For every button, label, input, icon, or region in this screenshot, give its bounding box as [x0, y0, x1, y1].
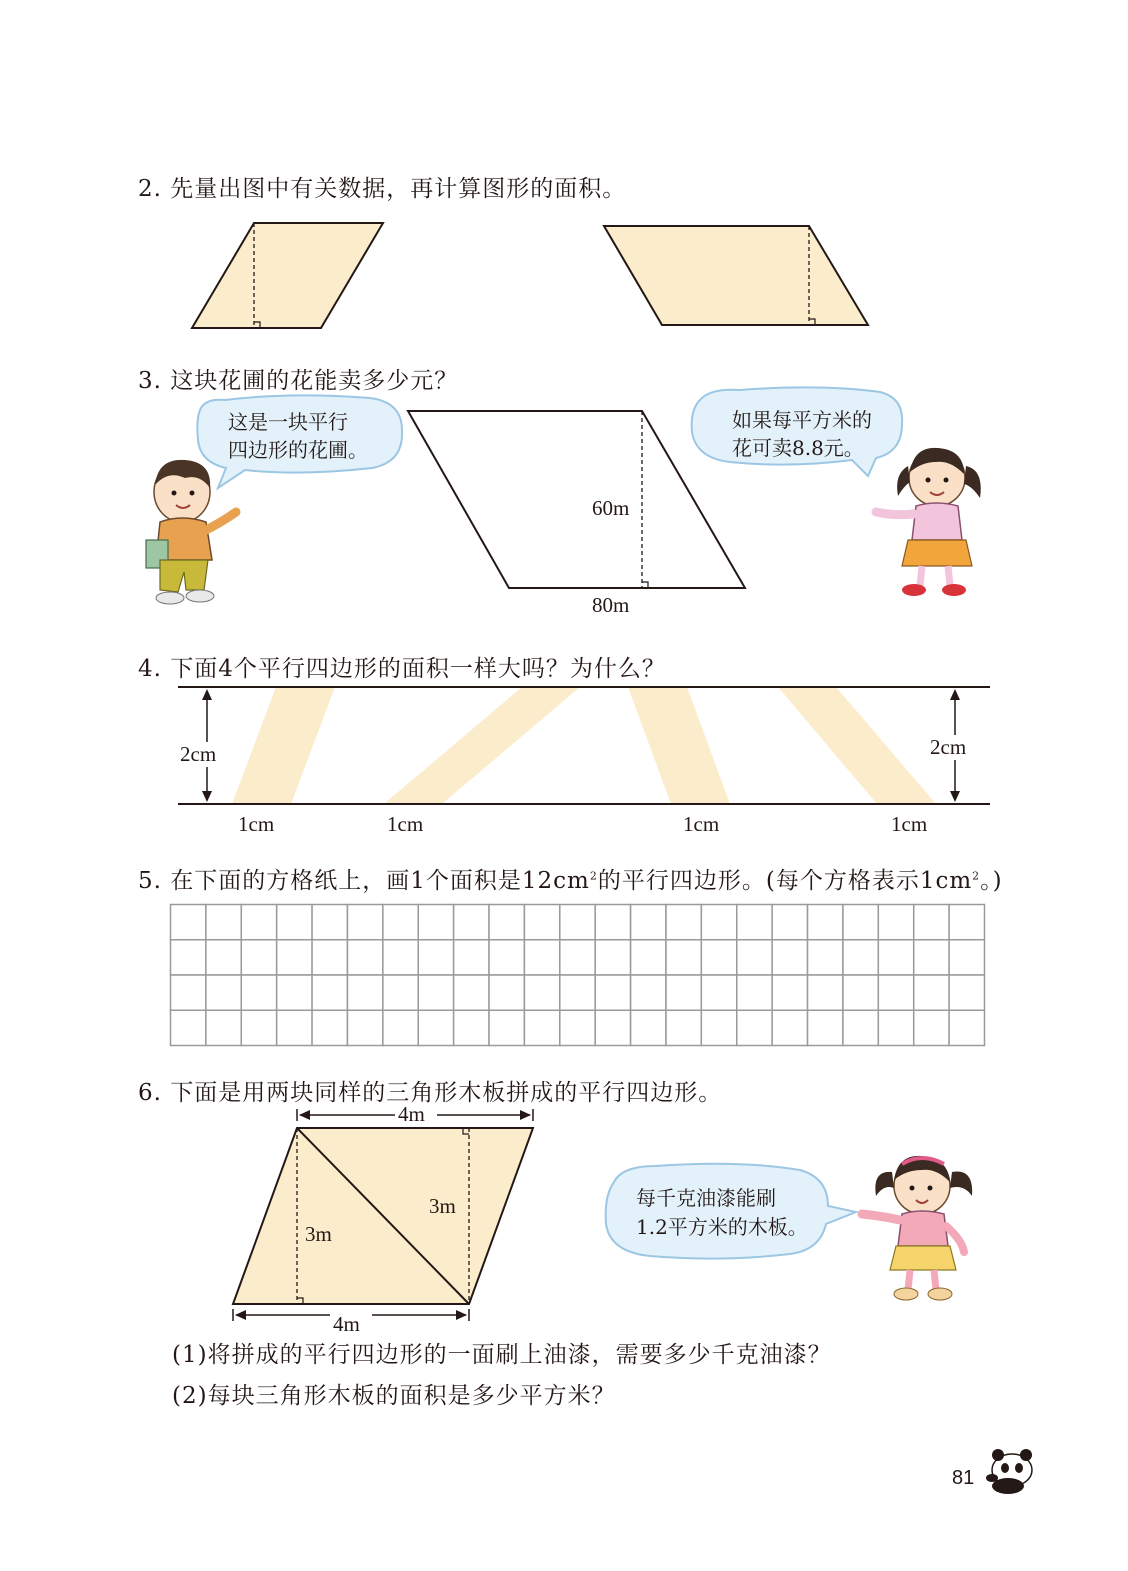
q6-top-label: 4m — [398, 1102, 425, 1126]
q6-left-height: 3m — [305, 1222, 332, 1246]
q6-sub-question-1: (1)将拼成的平行四边形的一面刷上油漆，需要多少千克油漆？ — [172, 1342, 832, 1368]
q5-text-b: 的平行四边形。(每个方格表示1cm — [597, 868, 973, 894]
q4-height-right: 2cm — [930, 735, 967, 759]
question-4-text: 4. 下面4个平行四边形的面积一样大吗？为什么？ — [138, 656, 666, 682]
q3-height-label: 60m — [592, 496, 630, 520]
boy-bubble-line2: 四边形的花圃。 — [228, 438, 368, 462]
q6-bottom-label: 4m — [333, 1312, 360, 1336]
page-number: 81 — [952, 1467, 975, 1489]
q5-sup-b: 2 — [972, 869, 981, 883]
q5-sup-a: 2 — [589, 869, 598, 883]
q6-sub-question-2: (2)每块三角形木板的面积是多少平方米？ — [172, 1383, 616, 1409]
q4-base-label-4: 1cm — [891, 812, 928, 836]
q4-base-label-1: 1cm — [238, 812, 275, 836]
boy-bubble-line1: 这是一块平行 — [228, 410, 348, 434]
girl2-bubble-line2: 1.2平方米的木板。 — [636, 1215, 808, 1239]
girl-bubble-line1: 如果每平方米的 — [732, 408, 872, 432]
q5-text-c: 。) — [980, 868, 1003, 894]
q6-right-height: 3m — [429, 1194, 456, 1218]
q4-base-label-2: 1cm — [387, 812, 424, 836]
girl2-bubble-line1: 每千克油漆能刷 — [636, 1186, 776, 1210]
question-2-text: 2. 先量出图中有关数据，再计算图形的面积。 — [138, 176, 627, 202]
q5-text-a: 5. 在下面的方格纸上，画1个面积是12cm — [138, 868, 590, 894]
question-3-text: 3. 这块花圃的花能卖多少元？ — [138, 368, 459, 394]
q4-base-label-3: 1cm — [683, 812, 720, 836]
q3-base-label: 80m — [592, 593, 630, 617]
q4-height-left: 2cm — [180, 742, 217, 766]
girl-bubble-line2: 花可卖8.8元。 — [732, 436, 864, 460]
question-6-text: 6. 下面是用两块同样的三角形木板拼成的平行四边形。 — [138, 1080, 723, 1106]
